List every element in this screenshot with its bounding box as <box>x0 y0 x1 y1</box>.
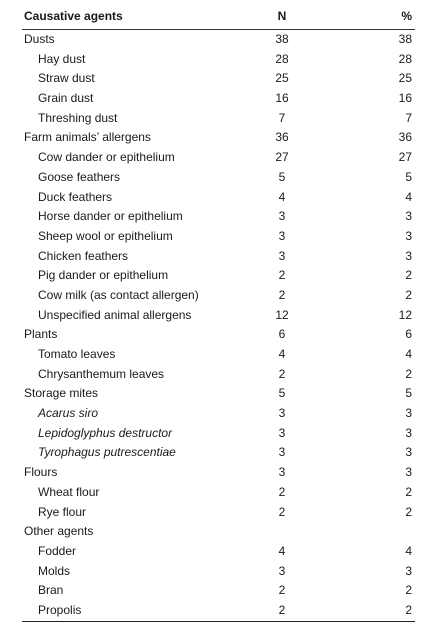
row-pct: 7 <box>405 110 412 125</box>
row-n: 2 <box>278 504 286 519</box>
table-row-subitem <box>22 109 415 129</box>
row-pct: 2 <box>405 484 412 499</box>
row-label: Dusts <box>24 32 55 46</box>
table-body <box>22 30 415 621</box>
row-n: 5 <box>278 386 286 401</box>
row-n: 3 <box>278 563 286 578</box>
row-label: Straw dust <box>38 71 95 86</box>
table-header <box>22 3 415 29</box>
row-pct: 3 <box>405 465 412 480</box>
table-row-subitem <box>22 601 415 621</box>
row-pct: 2 <box>405 268 412 283</box>
header-agents: Causative agents <box>24 9 123 23</box>
table-row-subitem <box>22 503 415 523</box>
row-n: 3 <box>278 209 286 224</box>
table-row-subitem <box>22 89 415 109</box>
table-row-subitem <box>22 542 415 562</box>
row-n: 2 <box>278 484 286 499</box>
row-label: Cow dander or epithelium <box>38 150 175 165</box>
row-n: 4 <box>278 189 286 204</box>
row-pct: 16 <box>398 91 412 106</box>
table-row-subitem <box>22 247 415 267</box>
table-row-subitem <box>22 483 415 503</box>
table-row-subitem <box>22 365 415 385</box>
row-n: 38 <box>275 32 289 46</box>
row-label: Duck feathers <box>38 189 113 204</box>
row-label: Chicken feathers <box>38 248 129 263</box>
row-label: Rye flour <box>38 504 87 519</box>
row-n: 3 <box>278 406 286 421</box>
table-row-subitem <box>22 443 415 463</box>
row-label: Molds <box>38 563 71 578</box>
row-pct: 3 <box>405 248 412 263</box>
row-label: Sheep wool or epithelium <box>38 228 173 243</box>
header-pct: % <box>401 9 412 23</box>
row-pct: 5 <box>405 386 412 401</box>
row-label: Hay dust <box>38 51 86 66</box>
row-pct: 4 <box>405 189 412 204</box>
table-row-subitem <box>22 188 415 208</box>
table-row-subitem <box>22 562 415 582</box>
row-n: 7 <box>278 110 286 125</box>
row-pct: 3 <box>405 445 412 460</box>
row-pct: 3 <box>405 563 412 578</box>
table-row-subitem <box>22 404 415 424</box>
row-n: 16 <box>275 91 289 106</box>
row-pct: 2 <box>405 366 412 381</box>
row-label: Bran <box>38 583 64 598</box>
row-label: Lepidoglyphus destructor <box>38 425 173 440</box>
row-n: 3 <box>278 228 286 243</box>
row-label: Farm animals’ allergens <box>24 130 151 145</box>
row-pct: 6 <box>405 327 412 342</box>
row-pct: 3 <box>405 209 412 224</box>
table-row-subitem <box>22 50 415 70</box>
row-n: 28 <box>275 51 289 66</box>
table-row-subitem <box>22 227 415 247</box>
row-pct: 27 <box>398 150 412 165</box>
table-row-subitem <box>22 168 415 188</box>
row-pct: 4 <box>405 347 412 361</box>
row-n: 25 <box>275 71 289 86</box>
row-pct: 2 <box>405 504 412 519</box>
row-n: 36 <box>275 130 289 145</box>
row-n: 2 <box>278 287 286 302</box>
row-n: 3 <box>278 445 286 460</box>
row-n: 5 <box>278 169 286 184</box>
row-pct: 2 <box>405 602 412 617</box>
row-n: 12 <box>275 307 289 322</box>
row-n: 4 <box>278 543 286 558</box>
row-pct: 5 <box>405 169 412 184</box>
row-label: Storage mites <box>24 386 99 401</box>
row-n: 3 <box>278 425 286 440</box>
row-n: 6 <box>278 327 286 342</box>
causative-agents-table <box>22 3 415 622</box>
row-n: 3 <box>278 465 286 480</box>
row-label: Flours <box>24 465 58 480</box>
table-row-subitem <box>22 581 415 601</box>
row-label: Unspecified animal allergens <box>38 307 192 322</box>
row-pct: 2 <box>405 287 412 302</box>
row-label: Chrysanthemum leaves <box>38 366 165 381</box>
row-n: 2 <box>278 268 286 283</box>
table-row-subitem <box>22 286 415 306</box>
row-pct: 3 <box>405 425 412 440</box>
row-label: Threshing dust <box>38 110 118 125</box>
row-label: Grain dust <box>38 91 94 106</box>
table-row-category <box>22 325 415 345</box>
row-label: Tyrophagus putrescentiae <box>38 445 176 460</box>
row-label: Fodder <box>38 543 77 558</box>
table-row-subitem <box>22 266 415 286</box>
table-row-category <box>22 463 415 483</box>
row-label: Other agents <box>24 524 94 539</box>
table-row-subitem <box>22 345 415 365</box>
row-pct: 25 <box>398 71 412 86</box>
row-label: Horse dander or epithelium <box>38 209 183 224</box>
row-label: Plants <box>24 327 58 342</box>
row-label: Tomato leaves <box>38 347 116 361</box>
table-row-subitem <box>22 148 415 168</box>
row-pct: 28 <box>398 51 412 66</box>
table-row-subitem <box>22 207 415 227</box>
row-pct: 3 <box>405 406 412 421</box>
row-label: Propolis <box>38 602 82 617</box>
bottom-rule <box>22 621 415 622</box>
row-label: Acarus siro <box>38 406 99 421</box>
row-pct: 4 <box>405 543 412 558</box>
table-row-category <box>22 522 415 542</box>
row-n: 2 <box>278 366 286 381</box>
row-n: 2 <box>278 583 286 598</box>
row-pct: 36 <box>398 130 412 145</box>
row-pct: 2 <box>405 583 412 598</box>
row-label: Cow milk (as contact allergen) <box>38 287 199 302</box>
row-pct: 12 <box>398 307 412 322</box>
header-n: N <box>277 9 287 23</box>
table-row-subitem <box>22 306 415 326</box>
table-row-category <box>22 30 415 50</box>
row-pct: 38 <box>398 32 412 46</box>
row-n: 27 <box>275 150 289 165</box>
row-label: Wheat flour <box>38 484 100 499</box>
row-pct: 3 <box>405 228 412 243</box>
row-n: 3 <box>278 248 286 263</box>
table-row-subitem <box>22 424 415 444</box>
row-n: 2 <box>278 602 286 617</box>
table-row-category <box>22 384 415 404</box>
row-label: Pig dander or epithelium <box>38 268 169 283</box>
row-n: 4 <box>278 347 286 361</box>
table-row-category <box>22 128 415 148</box>
row-label: Goose feathers <box>38 169 121 184</box>
table-row-subitem <box>22 69 415 89</box>
